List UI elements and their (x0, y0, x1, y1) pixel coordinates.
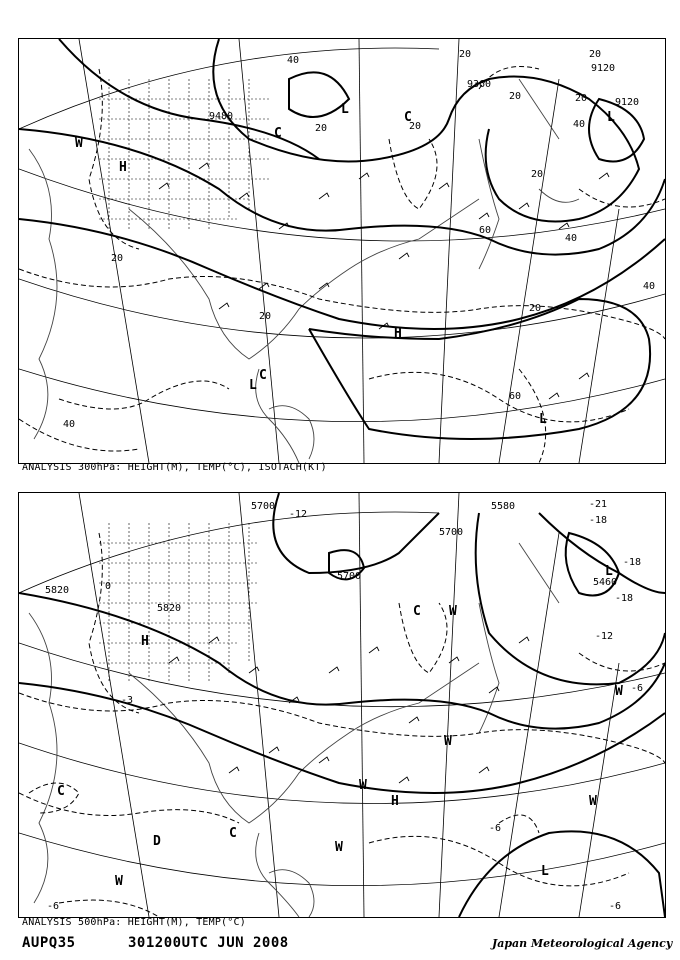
pressure-centers (57, 564, 623, 889)
contour-label: 40 (565, 233, 578, 244)
contour-label: 20 (459, 49, 472, 60)
coastlines (29, 79, 579, 463)
center-marker: D (153, 834, 161, 849)
center-marker: C (404, 110, 412, 125)
center-marker: W (589, 794, 597, 809)
contour-label: 20 (259, 311, 272, 322)
contour-label: 9480 (209, 111, 234, 122)
center-marker: W (615, 684, 623, 699)
contour-label: -18 (615, 593, 634, 604)
center-marker: C (57, 784, 65, 799)
center-marker: H (119, 160, 127, 175)
center-marker: H (141, 634, 149, 649)
contour-label: -6 (631, 683, 644, 694)
center-marker: W (115, 874, 123, 889)
center-marker: H (391, 794, 399, 809)
center-marker: C (274, 126, 282, 141)
contour-label: -6 (47, 901, 60, 912)
map-panel-300hpa (18, 38, 666, 464)
center-marker: W (75, 136, 83, 151)
contour-label: 40 (63, 419, 76, 430)
contour-label: 20 (509, 91, 522, 102)
contour-label: 5700 (337, 571, 362, 582)
chart-id: AUPQ35 (22, 935, 76, 951)
contour-label: 9120 (591, 63, 616, 74)
contour-label: 20 (315, 123, 328, 134)
center-marker: L (607, 110, 615, 125)
contour-label: -3 (121, 695, 134, 706)
center-marker: L (249, 378, 257, 393)
contour-label: 9360 (467, 79, 492, 90)
contour-label: -18 (589, 515, 608, 526)
center-marker: L (539, 412, 547, 427)
contour-label: -12 (289, 509, 308, 520)
contour-label: 20 (531, 169, 544, 180)
wind-barbs (169, 637, 529, 783)
contour-label: -6 (489, 823, 502, 834)
center-marker: H (394, 326, 402, 341)
map-panel-500hpa (18, 492, 666, 918)
center-marker: W (444, 734, 452, 749)
agency-credit: Japan Meteorological Agency (492, 937, 673, 950)
center-marker: L (605, 564, 613, 579)
contour-label: 20 (111, 253, 124, 264)
contour-label: 5580 (491, 501, 516, 512)
contour-label: 0 (105, 581, 112, 592)
center-marker: C (229, 826, 237, 841)
contour-label: 60 (479, 225, 492, 236)
contour-label: -21 (589, 499, 608, 510)
valid-time: 301200UTC JUN 2008 (128, 935, 289, 951)
center-marker: W (449, 604, 457, 619)
contour-label: 20 (409, 121, 422, 132)
contour-label: 5700 (439, 527, 464, 538)
contour-label: 40 (573, 119, 586, 130)
wind-barbs (159, 163, 609, 399)
contour-label: 40 (643, 281, 656, 292)
contour-label: 5820 (157, 603, 182, 614)
temperature-contours (19, 533, 665, 917)
contour-label: 5460 (593, 577, 618, 588)
contour-label: 20 (575, 93, 588, 104)
center-marker: L (541, 864, 549, 879)
center-marker: L (341, 102, 349, 117)
contour-label: 60 (509, 391, 522, 402)
pressure-centers (75, 102, 615, 427)
contour-label: -18 (623, 557, 642, 568)
center-marker: C (259, 368, 267, 383)
map-300hpa (19, 39, 665, 463)
panel-caption-300hpa: ANALYSIS 300hPa: HEIGHT(M), TEMP(°C), ISOTACH(KT) (22, 462, 327, 473)
contour-label: 9120 (615, 97, 640, 108)
contour-label: -6 (609, 901, 622, 912)
contour-label: -12 (595, 631, 614, 642)
contour-label: 5820 (45, 585, 70, 596)
center-marker: W (359, 778, 367, 793)
contour-label: 20 (589, 49, 602, 60)
center-marker: C (413, 604, 421, 619)
map-500hpa (19, 493, 665, 917)
center-marker: W (335, 840, 343, 855)
contour-label: 5700 (251, 501, 276, 512)
contour-label: 20 (529, 303, 542, 314)
contour-label: 40 (287, 55, 300, 66)
panel-caption-500hpa: ANALYSIS 500hPa: HEIGHT(M), TEMP(°C) (22, 917, 246, 928)
